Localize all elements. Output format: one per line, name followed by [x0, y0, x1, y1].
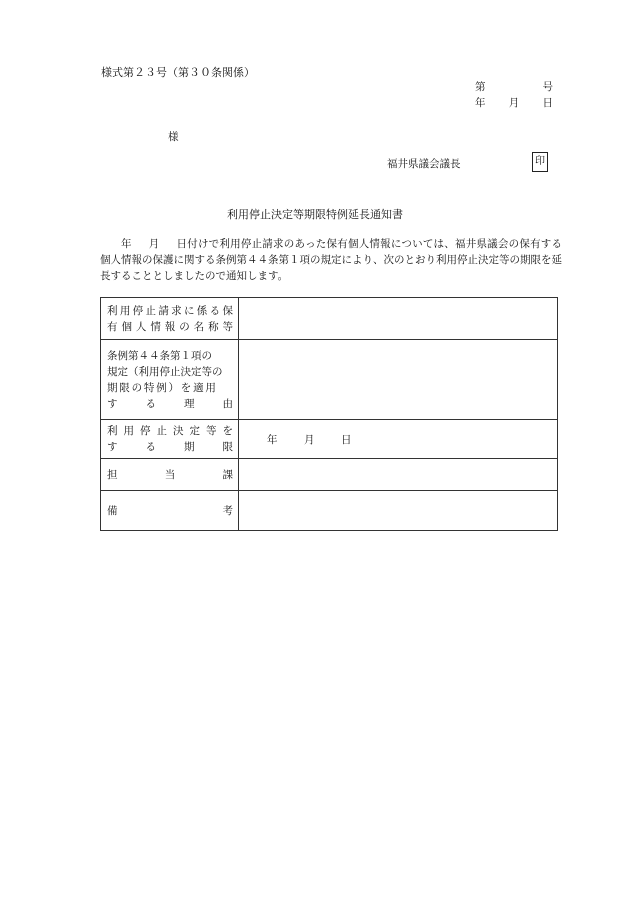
deadline-date: 年 月 日 — [267, 433, 352, 446]
label-line: 利 用 停 止 決 定 等 を — [107, 425, 233, 437]
label-deadline — [101, 420, 239, 459]
addressee: 様 — [168, 131, 179, 143]
document-title: 利用停止決定等期限特例延長通知書 — [227, 208, 403, 221]
table-row-reason — [101, 340, 558, 420]
label-department — [101, 459, 239, 491]
body-month: 月 — [148, 238, 160, 250]
body-text: 日付けで利用停止請求のあった保有個人情報については、福井県議会の保有する個人情報の保護に関する条例第４４条第１項の規定により、次のとおり利用停止決定等の期限を延長することとしましたので通知します。 — [100, 238, 563, 282]
value-remarks[interactable] — [239, 491, 558, 531]
value-deadline[interactable] — [239, 420, 558, 459]
value-info-name[interactable] — [239, 298, 558, 340]
table-row-department — [101, 459, 558, 491]
seal-box: 印 — [532, 152, 548, 172]
body-paragraph — [100, 236, 562, 284]
label-remarks — [101, 491, 239, 531]
form-number: 様式第２３号（第３０条関係） — [101, 66, 255, 79]
label-line: 有 個 人 情 報 の 名 称 等 — [107, 320, 233, 333]
label-line: 備 考 — [107, 504, 233, 517]
table-row-remarks — [101, 491, 558, 531]
date-year: 年 — [475, 97, 486, 109]
table-row-deadline — [101, 420, 558, 459]
label-info-name — [101, 298, 239, 340]
label-line: す る 理 由 — [107, 397, 233, 410]
label-reason: 条例第４４条第１項の 規定（利用停止決定等の 期限の特例）を適用 す る 理 由 — [101, 340, 239, 420]
info-table — [100, 297, 558, 531]
body-year: 年 — [121, 238, 132, 250]
table-row-info-name — [101, 298, 558, 340]
number-suffix: 号 — [542, 81, 553, 93]
date-day: 日 — [542, 97, 553, 109]
label-line: 利 用 停 止 請 求 に 係 る 保 — [107, 304, 233, 317]
label-line: す る 期 限 — [107, 441, 233, 453]
date-month: 月 — [508, 97, 520, 109]
value-reason[interactable] — [239, 340, 558, 420]
issuer-name: 福井県議会議長 — [387, 158, 461, 170]
issue-date-line — [475, 95, 553, 110]
document-number-line — [475, 79, 553, 94]
value-department[interactable] — [239, 459, 558, 491]
label-line: 担 当 課 — [107, 468, 233, 481]
number-prefix: 第 — [475, 81, 486, 93]
